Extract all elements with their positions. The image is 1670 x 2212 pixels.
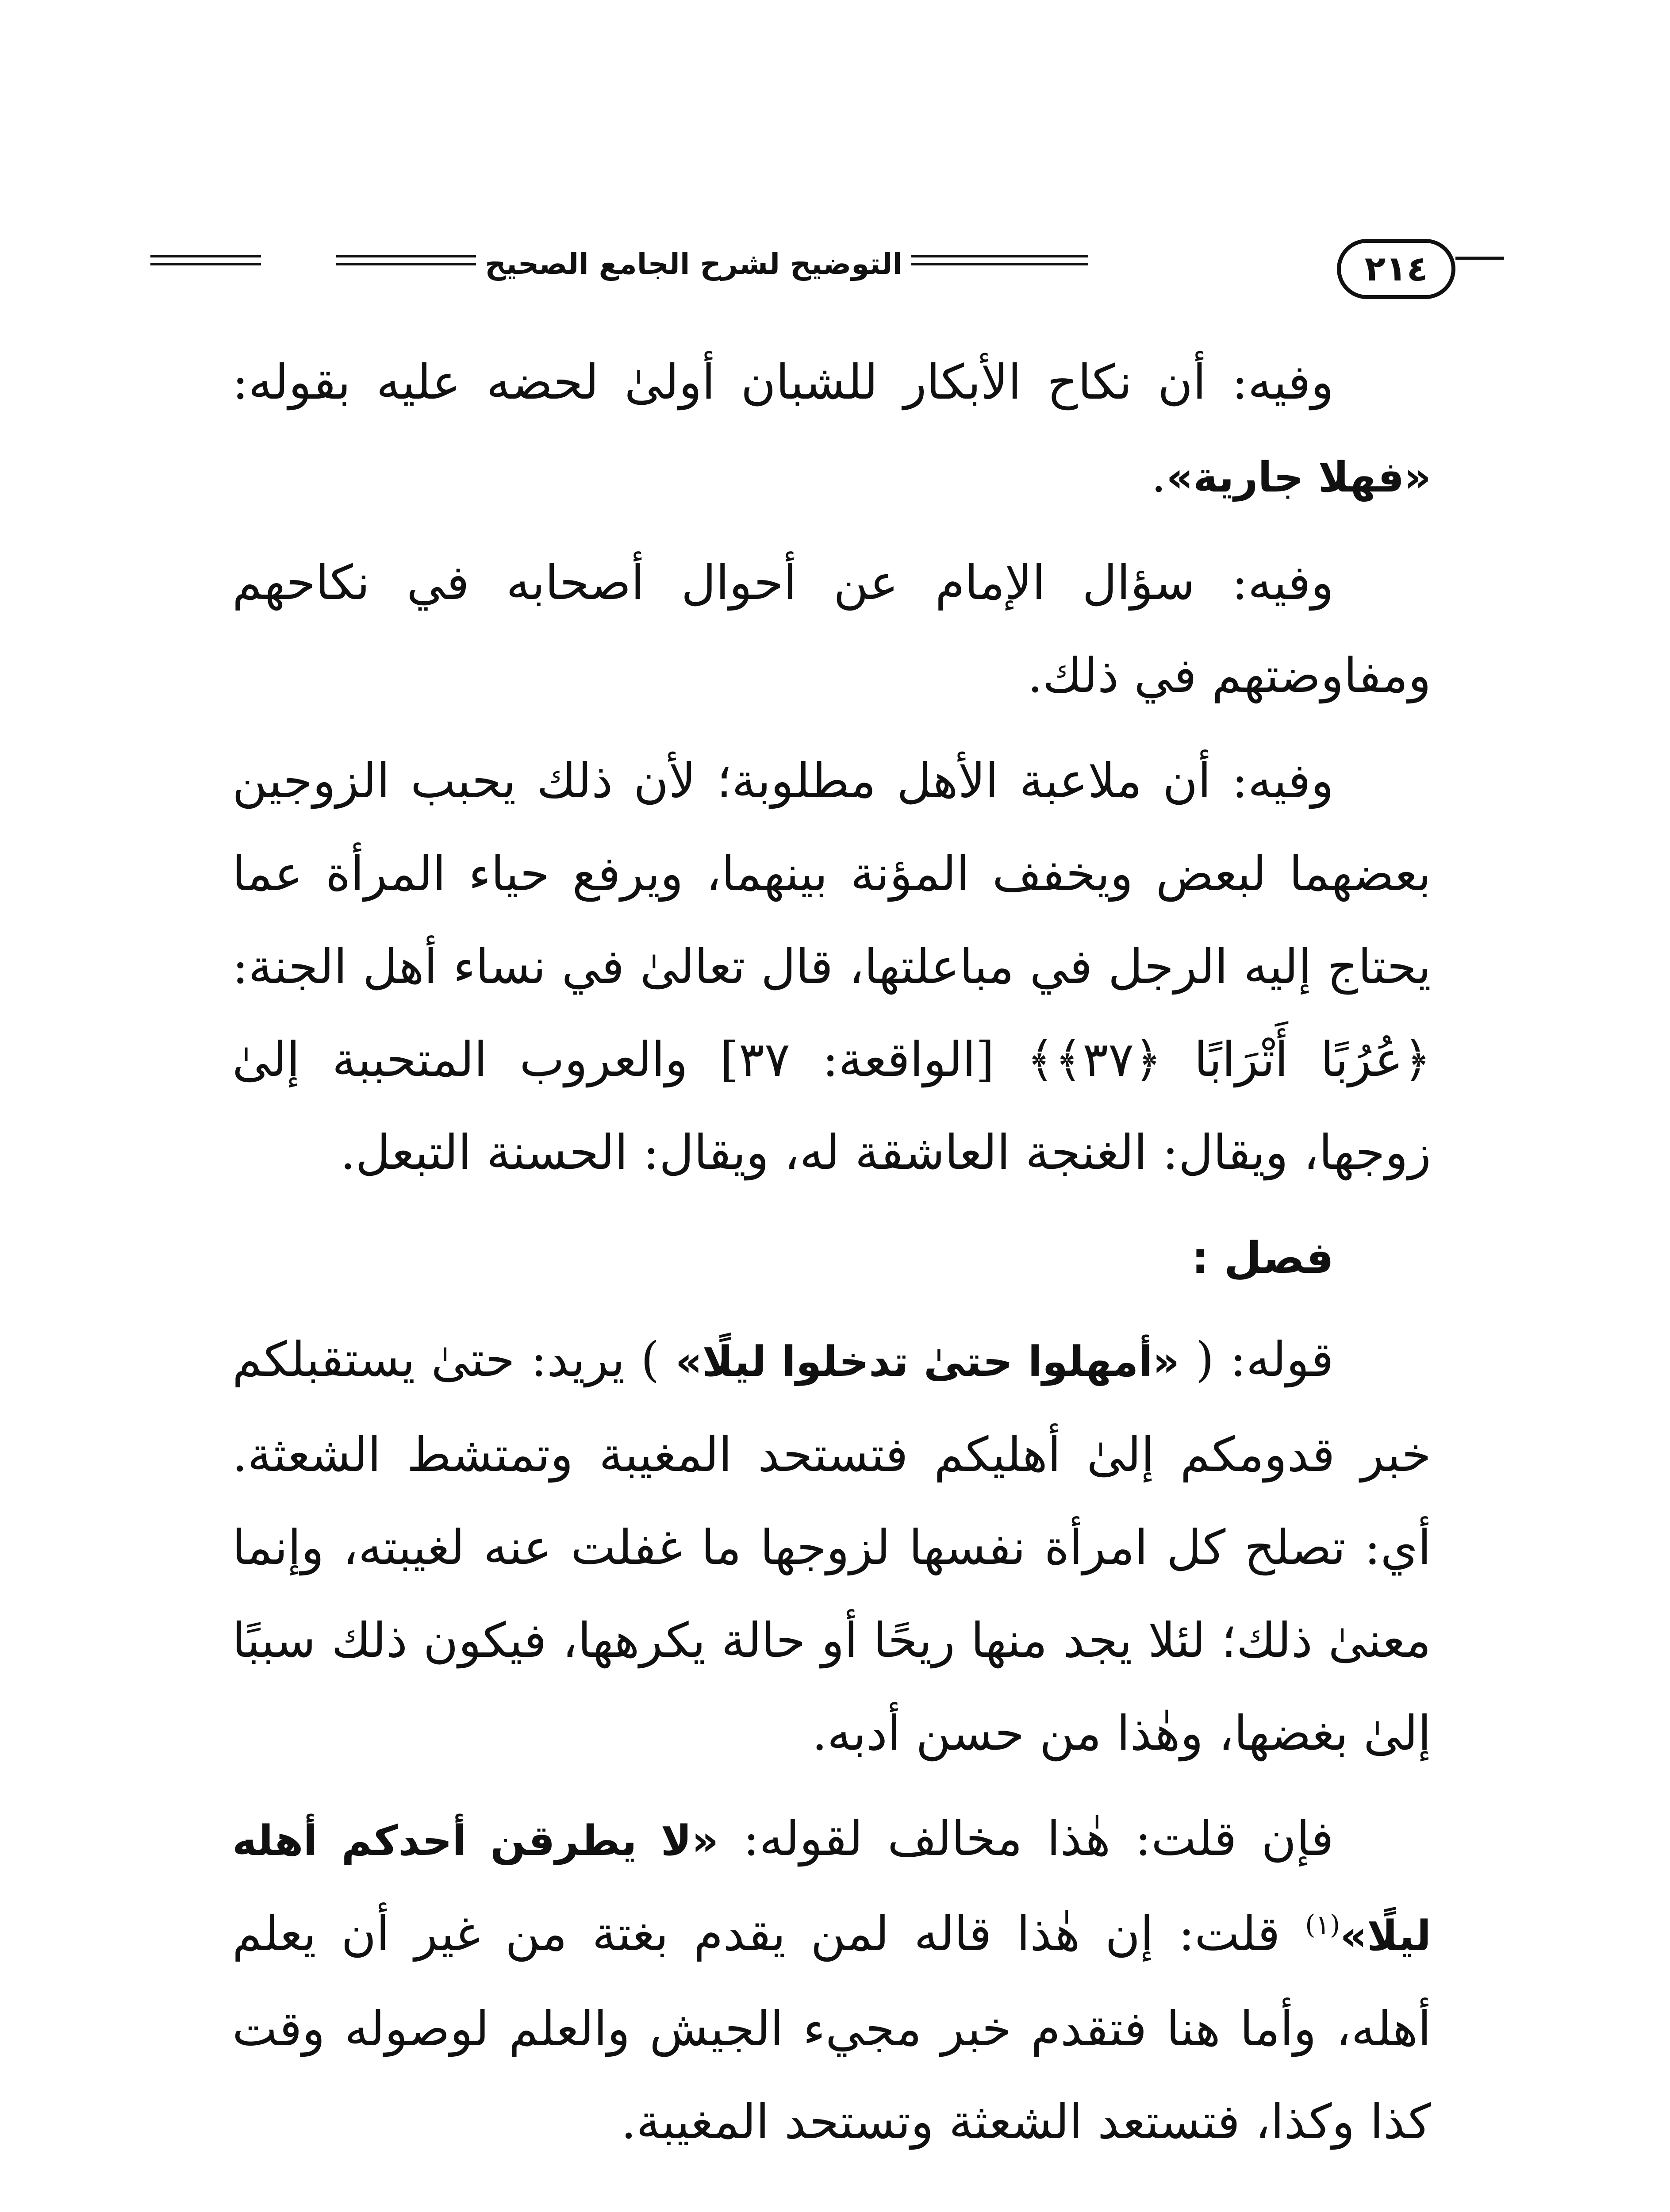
- hadith-quote: «لا يطرقن أحدكم أهله ليلًا»: [232, 1817, 1431, 1960]
- paragraph-delay-entry: [232, 1313, 1431, 1780]
- paragraph-virgins: [232, 336, 1431, 524]
- paragraph-text: قلت: إن هٰذا قاله لمن يقدم بغتة من غير أن يعلم أهله، وأما هنا فتقدم خبر مجيء الجيش والعلم لوصوله وقت كذا وكذا، فتستعد الشعثة وتستحد المغيبة.: [232, 1906, 1431, 2150]
- paragraph-text: قوله: (: [1179, 1332, 1334, 1387]
- header-rule-left: [150, 255, 261, 265]
- paragraph-text: ) يريد: حتىٰ يستقبلكم خبر قدومكم إلىٰ أهليكم فتستحد المغيبة وتمتشط الشعثة. أي: تصلح كل امرأة نفسها لزوجها ما غفلت عنه لغيبته، وإنما معنىٰ ذلك؛ لئلا يجد منها ريحًا أو حالة يكرهها، فيكون ذلك سببًا إلىٰ بغضها، وهٰذا من حسن أدبه.: [232, 1332, 1431, 1761]
- footnote-reference[interactable]: (١): [1305, 1909, 1340, 1940]
- header-rule-right: [1455, 257, 1504, 260]
- paragraph-text: .: [1151, 448, 1167, 503]
- paragraph-text: وفيه: أن نكاح الأبكار للشبان أولىٰ لحضه عليه بقوله:: [232, 355, 1334, 410]
- paragraph-playfulness: وفيه: أن ملاعبة الأهل مطلوبة؛ لأن ذلك يحبب الزوجين بعضهما لبعض ويخفف المؤنة بينهما، ويرفع حياء المرأة عما يحتاج إليه الرجل في مباعلتها، قال تعالىٰ في نساء أهل الجنة: ﴿عُرُبًا أَتْرَابًا ﴿٣٧﴾﴾ [الواقعة: ٣٧] والعروب المتحببة إلىٰ زوجها، ويقال: الغنجة العاشقة له، ويقال: الحسنة التبعل.: [232, 753, 1432, 1180]
- section-heading: فصل :: [1191, 1233, 1334, 1283]
- paragraph-objection: [232, 1793, 1431, 2169]
- running-title: التوضيح لشرح الجامع الصحيح: [476, 247, 911, 281]
- page-number-badge: ٢١٤: [1337, 239, 1455, 299]
- hadith-quote: «فهلا جارية»: [1166, 453, 1431, 502]
- hadith-quote: «أمهلوا حتىٰ تدخلوا ليلًا»: [675, 1338, 1180, 1386]
- paragraph-text: فإن قلت: هٰذا مخالف لقوله:: [718, 1811, 1334, 1866]
- paragraph-imam-question: وفيه: سؤال الإمام عن أحوال أصحابه في نكاحهم ومفاوضتهم في ذلك.: [232, 555, 1431, 703]
- running-header: [150, 230, 1504, 301]
- main-text: [232, 336, 1431, 2181]
